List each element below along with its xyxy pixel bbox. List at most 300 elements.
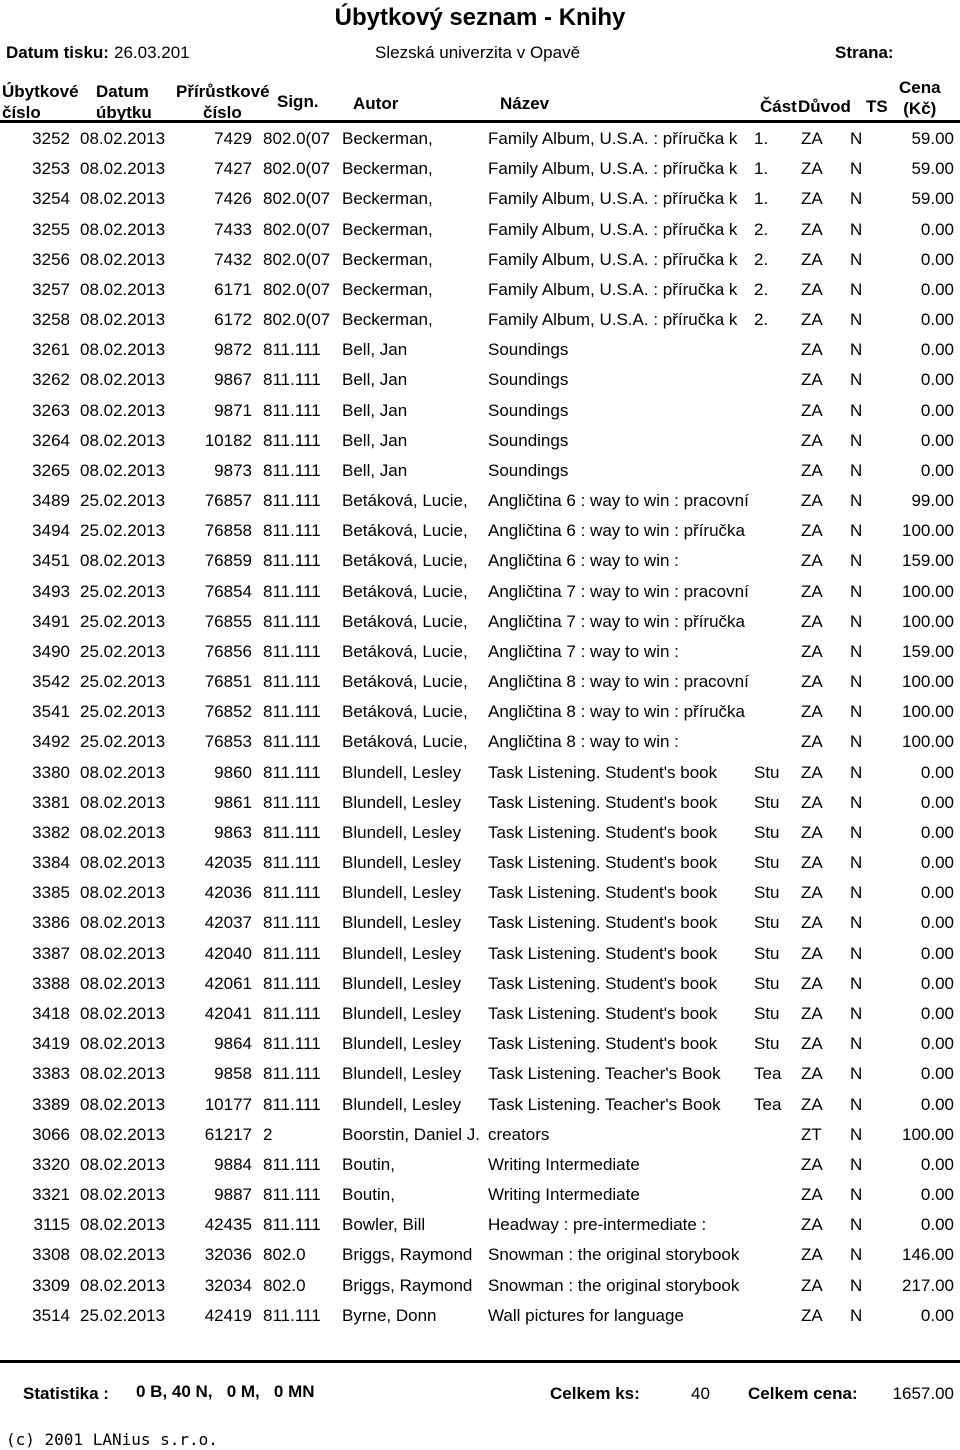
ts-flag: N — [850, 762, 863, 782]
author: Blundell, Lesley — [342, 1003, 462, 1023]
accession-number: 76855 — [204, 611, 252, 631]
call-number: 811.111 — [263, 1064, 321, 1084]
ts-flag: N — [850, 460, 863, 480]
ts-flag: N — [850, 219, 863, 239]
price: 0.00 — [920, 822, 954, 842]
part: 2. — [754, 279, 769, 299]
reason: ZA — [801, 732, 823, 752]
author: Bell, Jan — [342, 400, 408, 420]
call-number: 802.0(07 — [263, 279, 331, 299]
table-row — [0, 1061, 960, 1091]
ts-flag: N — [850, 822, 863, 842]
table-row — [0, 1092, 960, 1122]
reason: ZA — [801, 129, 823, 148]
record-date: 08.02.2013 — [80, 340, 166, 360]
reason: ZA — [801, 581, 823, 601]
price: 0.00 — [920, 1305, 954, 1325]
record-date: 08.02.2013 — [80, 913, 166, 933]
record-date: 08.02.2013 — [80, 1034, 166, 1054]
reason: ZA — [801, 792, 823, 812]
accession-number: 42035 — [204, 853, 252, 873]
record-number: 3256 — [32, 249, 70, 269]
record-number: 3389 — [32, 1094, 70, 1114]
ts-flag: N — [850, 1245, 863, 1265]
author: Blundell, Lesley — [342, 792, 462, 812]
price: 0.00 — [920, 430, 954, 450]
total-count-label: Celkem ks: — [550, 1384, 640, 1403]
title: Family Album, U.S.A. : příručka k — [488, 219, 738, 239]
record-number: 3490 — [32, 641, 70, 661]
accession-number: 76853 — [204, 732, 252, 752]
record-number: 3262 — [32, 370, 70, 390]
record-number: 3261 — [32, 340, 70, 360]
reason: ZA — [801, 310, 823, 330]
part: Stu — [754, 1034, 780, 1054]
accession-number: 9887 — [214, 1185, 252, 1205]
author: Bell, Jan — [342, 370, 408, 390]
record-date: 08.02.2013 — [80, 1003, 166, 1023]
call-number: 811.111 — [263, 913, 321, 933]
record-date: 25.02.2013 — [80, 491, 166, 511]
print-date: 26.03.201 — [114, 43, 190, 62]
record-date: 08.02.2013 — [80, 279, 166, 299]
accession-number: 32036 — [204, 1245, 252, 1265]
reason: ZA — [801, 1245, 823, 1265]
record-number: 3541 — [32, 702, 70, 722]
author: Blundell, Lesley — [342, 913, 462, 933]
author: Beckerman, — [342, 219, 433, 239]
table-row — [0, 1212, 960, 1242]
record-number: 3380 — [32, 762, 70, 782]
reason: ZA — [801, 1034, 823, 1054]
title: Task Listening. Student's book — [488, 853, 718, 873]
price: 0.00 — [920, 943, 954, 963]
call-number: 811.111 — [263, 762, 321, 782]
record-number: 3263 — [32, 400, 70, 420]
price: 0.00 — [920, 370, 954, 390]
col-header-autor: Autor — [353, 94, 399, 113]
call-number: 811.111 — [263, 853, 321, 873]
record-number: 3385 — [32, 883, 70, 903]
record-date: 08.02.2013 — [80, 943, 166, 963]
price: 0.00 — [920, 1154, 954, 1174]
record-date: 25.02.2013 — [80, 702, 166, 722]
call-number: 811.111 — [263, 1094, 321, 1114]
reason: ZA — [801, 219, 823, 239]
call-number: 811.111 — [263, 340, 321, 360]
author: Blundell, Lesley — [342, 762, 462, 782]
author: Briggs, Raymond — [342, 1245, 473, 1265]
copyright-notice: (c) 2001 LANius s.r.o. — [6, 1430, 218, 1449]
record-number: 3387 — [32, 943, 70, 963]
record-date: 08.02.2013 — [80, 792, 166, 812]
accession-number: 9864 — [214, 1034, 252, 1054]
table-row — [0, 186, 960, 216]
part: 2. — [754, 219, 769, 239]
table-row — [0, 367, 960, 397]
accession-number: 6172 — [214, 310, 252, 330]
ts-flag: N — [850, 129, 863, 148]
record-date: 08.02.2013 — [80, 1275, 166, 1295]
record-number: 3383 — [32, 1064, 70, 1084]
record-number: 3451 — [32, 551, 70, 571]
record-number: 3252 — [32, 129, 70, 148]
header-divider — [0, 120, 960, 123]
accession-number: 42036 — [204, 883, 252, 903]
title: Angličtina 6 : way to win : pracovní — [488, 491, 749, 511]
record-date: 25.02.2013 — [80, 672, 166, 692]
record-date: 25.02.2013 — [80, 521, 166, 541]
reason: ZA — [801, 1275, 823, 1295]
reason: ZA — [801, 1215, 823, 1235]
reason: ZA — [801, 551, 823, 571]
table-row — [0, 971, 960, 1001]
record-number: 3382 — [32, 822, 70, 842]
price: 0.00 — [920, 340, 954, 360]
record-date: 08.02.2013 — [80, 853, 166, 873]
author: Betáková, Lucie, — [342, 581, 468, 601]
accession-number: 42061 — [204, 973, 252, 993]
title: Task Listening. Student's book — [488, 792, 718, 812]
record-number: 3419 — [32, 1034, 70, 1054]
ts-flag: N — [850, 159, 863, 179]
total-count-value: 40 — [691, 1384, 710, 1403]
title: Snowman : the original storybook — [488, 1275, 740, 1295]
record-date: 08.02.2013 — [80, 430, 166, 450]
ts-flag: N — [850, 340, 863, 360]
table-row — [0, 156, 960, 186]
author: Betáková, Lucie, — [342, 491, 468, 511]
ts-flag: N — [850, 521, 863, 541]
total-price-label: Celkem cena: — [748, 1384, 858, 1403]
record-date: 08.02.2013 — [80, 1124, 166, 1144]
call-number: 802.0(07 — [263, 129, 331, 148]
ts-flag: N — [850, 581, 863, 601]
accession-number: 42041 — [204, 1003, 252, 1023]
table-row — [0, 1182, 960, 1212]
title: Task Listening. Teacher's Book — [488, 1064, 721, 1084]
record-date: 08.02.2013 — [80, 400, 166, 420]
ts-flag: N — [850, 1124, 863, 1144]
title: Headway : pre-intermediate : — [488, 1215, 707, 1235]
accession-number: 9860 — [214, 762, 252, 782]
price: 0.00 — [920, 853, 954, 873]
author: Betáková, Lucie, — [342, 732, 468, 752]
part: Stu — [754, 913, 780, 933]
author: Beckerman, — [342, 249, 433, 269]
call-number: 811.111 — [263, 491, 321, 511]
table-row — [0, 699, 960, 729]
table-row — [0, 1152, 960, 1182]
ts-flag: N — [850, 1305, 863, 1325]
accession-number: 76852 — [204, 702, 252, 722]
call-number: 2 — [263, 1124, 273, 1144]
record-number: 3491 — [32, 611, 70, 631]
call-number: 811.111 — [263, 400, 321, 420]
total-price-value: 1657.00 — [892, 1384, 954, 1403]
record-number: 3309 — [32, 1275, 70, 1295]
accession-number: 9872 — [214, 340, 252, 360]
price: 59.00 — [911, 159, 954, 179]
part: Tea — [754, 1094, 782, 1114]
record-number: 3321 — [32, 1185, 70, 1205]
col-header-cast: Část — [760, 97, 797, 116]
reason: ZA — [801, 159, 823, 179]
reason: ZA — [801, 1185, 823, 1205]
call-number: 811.111 — [263, 792, 321, 812]
reason: ZA — [801, 1154, 823, 1174]
reason: ZA — [801, 913, 823, 933]
record-number: 3115 — [33, 1215, 70, 1235]
record-number: 3386 — [32, 913, 70, 933]
price: 217.00 — [902, 1275, 954, 1295]
title: Task Listening. Student's book — [488, 913, 718, 933]
price: 100.00 — [902, 732, 954, 752]
reason: ZA — [801, 249, 823, 269]
accession-number: 9873 — [214, 460, 252, 480]
statistics-value: 0 B, 40 N, 0 M, 0 MN — [136, 1382, 315, 1401]
title: Task Listening. Student's book — [488, 883, 718, 903]
ts-flag: N — [850, 1003, 863, 1023]
accession-number: 76856 — [204, 641, 252, 661]
price: 0.00 — [920, 1185, 954, 1205]
table-row — [0, 277, 960, 307]
table-row — [0, 1031, 960, 1061]
author: Blundell, Lesley — [342, 853, 462, 873]
col-header-cislo: Úbytkové číslo — [2, 82, 79, 122]
accession-number: 9871 — [214, 400, 252, 420]
part: 1. — [754, 159, 769, 179]
ts-flag: N — [850, 1215, 863, 1235]
accession-number: 76854 — [204, 581, 252, 601]
call-number: 811.111 — [263, 611, 321, 631]
call-number: 811.111 — [263, 460, 321, 480]
price: 0.00 — [920, 792, 954, 812]
author: Boutin, — [342, 1185, 395, 1205]
reason: ZT — [801, 1124, 822, 1144]
ts-flag: N — [850, 1185, 863, 1205]
col-header-nazev: Název — [500, 94, 550, 113]
price: 0.00 — [920, 1034, 954, 1054]
table-row — [0, 639, 960, 669]
ts-flag: N — [850, 732, 863, 752]
call-number: 811.111 — [263, 1034, 321, 1054]
price: 0.00 — [920, 279, 954, 299]
ts-flag: N — [850, 792, 863, 812]
record-number: 3542 — [32, 672, 70, 692]
reason: ZA — [801, 1094, 823, 1114]
col-header-duvod: Důvod — [798, 97, 851, 116]
table-row — [0, 1273, 960, 1303]
accession-number: 42037 — [204, 913, 252, 933]
title: Writing Intermediate — [488, 1154, 640, 1174]
price: 0.00 — [920, 400, 954, 420]
reason: ZA — [801, 883, 823, 903]
record-date: 08.02.2013 — [80, 1094, 166, 1114]
record-number: 3384 — [32, 853, 70, 873]
record-number: 3257 — [32, 279, 70, 299]
record-number: 3258 — [32, 310, 70, 330]
ts-flag: N — [850, 1064, 863, 1084]
table-row — [0, 669, 960, 699]
ts-flag: N — [850, 1094, 863, 1114]
title: Writing Intermediate — [488, 1185, 640, 1205]
call-number: 811.111 — [263, 370, 321, 390]
part: 1. — [754, 129, 769, 148]
title: Family Album, U.S.A. : příručka k — [488, 159, 738, 179]
record-number: 3320 — [32, 1154, 70, 1174]
reason: ZA — [801, 702, 823, 722]
record-date: 08.02.2013 — [80, 973, 166, 993]
part: 1. — [754, 189, 769, 209]
accession-number: 9863 — [214, 822, 252, 842]
price: 99.00 — [911, 491, 954, 511]
title: Soundings — [488, 370, 569, 390]
record-number: 3308 — [32, 1245, 70, 1265]
call-number: 811.111 — [263, 641, 321, 661]
call-number: 802.0 — [263, 1245, 306, 1265]
accession-number: 32034 — [204, 1275, 252, 1295]
ts-flag: N — [850, 883, 863, 903]
call-number: 811.111 — [263, 430, 321, 450]
price: 100.00 — [902, 672, 954, 692]
table-row — [0, 820, 960, 850]
record-number: 3489 — [32, 491, 70, 511]
table-row — [0, 126, 960, 156]
accession-number: 42040 — [204, 943, 252, 963]
record-number: 3255 — [32, 219, 70, 239]
price: 0.00 — [920, 1215, 954, 1235]
call-number: 802.0 — [263, 1275, 306, 1295]
record-date: 08.02.2013 — [80, 460, 166, 480]
part: 2. — [754, 310, 769, 330]
title: Family Album, U.S.A. : příručka k — [488, 310, 738, 330]
record-date: 08.02.2013 — [80, 1185, 166, 1205]
title: Task Listening. Student's book — [488, 973, 718, 993]
call-number: 802.0(07 — [263, 310, 331, 330]
record-date: 08.02.2013 — [80, 883, 166, 903]
reason: ZA — [801, 822, 823, 842]
page-title: Úbytkový seznam - Knihy — [334, 4, 626, 31]
title: Task Listening. Student's book — [488, 822, 718, 842]
reason: ZA — [801, 611, 823, 631]
title: Task Listening. Teacher's Book — [488, 1094, 721, 1114]
col-header-datum: Datum úbytku — [96, 82, 152, 122]
reason: ZA — [801, 370, 823, 390]
record-number: 3493 — [32, 581, 70, 601]
price: 0.00 — [920, 762, 954, 782]
price: 0.00 — [920, 310, 954, 330]
ts-flag: N — [850, 430, 863, 450]
table-row — [0, 1242, 960, 1272]
record-date: 25.02.2013 — [80, 732, 166, 752]
price: 0.00 — [920, 883, 954, 903]
title: Family Album, U.S.A. : příručka k — [488, 279, 738, 299]
author: Boorstin, Daniel J. — [342, 1124, 480, 1144]
call-number: 811.111 — [263, 943, 321, 963]
part: 2. — [754, 249, 769, 269]
record-number: 3264 — [32, 430, 70, 450]
table-row — [0, 1122, 960, 1152]
call-number: 802.0(07 — [263, 159, 331, 179]
accession-number: 7427 — [214, 159, 252, 179]
call-number: 811.111 — [263, 551, 321, 571]
table-row — [0, 941, 960, 971]
part: Stu — [754, 883, 780, 903]
accession-number: 7429 — [214, 129, 252, 148]
accession-number: 10182 — [204, 430, 252, 450]
title: Angličtina 6 : way to win : — [488, 551, 679, 571]
ts-flag: N — [850, 279, 863, 299]
statistics-label: Statistika : — [23, 1384, 109, 1403]
author: Blundell, Lesley — [342, 943, 462, 963]
call-number: 811.111 — [263, 521, 321, 541]
record-number: 3492 — [32, 732, 70, 752]
ts-flag: N — [850, 189, 863, 209]
part: Stu — [754, 943, 780, 963]
author: Betáková, Lucie, — [342, 641, 468, 661]
title: Family Album, U.S.A. : příručka k — [488, 249, 738, 269]
table-row — [0, 247, 960, 277]
author: Bell, Jan — [342, 460, 408, 480]
price: 0.00 — [920, 913, 954, 933]
price: 0.00 — [920, 219, 954, 239]
call-number: 811.111 — [263, 1305, 321, 1325]
reason: ZA — [801, 340, 823, 360]
record-table — [0, 126, 960, 1333]
price: 0.00 — [920, 1064, 954, 1084]
table-row — [0, 488, 960, 518]
record-date: 25.02.2013 — [80, 581, 166, 601]
ts-flag: N — [850, 943, 863, 963]
ts-flag: N — [850, 641, 863, 661]
ts-flag: N — [850, 249, 863, 269]
table-row — [0, 217, 960, 247]
ts-flag: N — [850, 913, 863, 933]
price: 159.00 — [902, 551, 954, 571]
call-number: 811.111 — [263, 581, 321, 601]
accession-number: 42435 — [204, 1215, 252, 1235]
author: Blundell, Lesley — [342, 1034, 462, 1054]
record-number: 3066 — [32, 1124, 70, 1144]
call-number: 811.111 — [263, 732, 321, 752]
author: Byrne, Donn — [342, 1305, 437, 1325]
page-number-label: Strana: — [835, 43, 894, 62]
price: 100.00 — [902, 581, 954, 601]
ts-flag: N — [850, 702, 863, 722]
university-name: Slezská univerzita v Opavě — [375, 43, 581, 62]
price: 100.00 — [902, 702, 954, 722]
author: Beckerman, — [342, 279, 433, 299]
reason: ZA — [801, 279, 823, 299]
ts-flag: N — [850, 310, 863, 330]
record-date: 08.02.2013 — [80, 1064, 166, 1084]
record-date: 08.02.2013 — [80, 1215, 166, 1235]
author: Betáková, Lucie, — [342, 672, 468, 692]
record-number: 3514 — [32, 1305, 70, 1325]
accession-number: 42419 — [204, 1305, 252, 1325]
table-row — [0, 548, 960, 578]
accession-number: 61217 — [204, 1124, 252, 1144]
accession-number: 7432 — [214, 249, 252, 269]
record-number: 3494 — [32, 521, 70, 541]
author: Beckerman, — [342, 189, 433, 209]
table-row — [0, 337, 960, 367]
author: Bowler, Bill — [342, 1215, 426, 1235]
accession-number: 9867 — [214, 370, 252, 390]
title: Task Listening. Student's book — [488, 762, 718, 782]
table-row — [0, 880, 960, 910]
